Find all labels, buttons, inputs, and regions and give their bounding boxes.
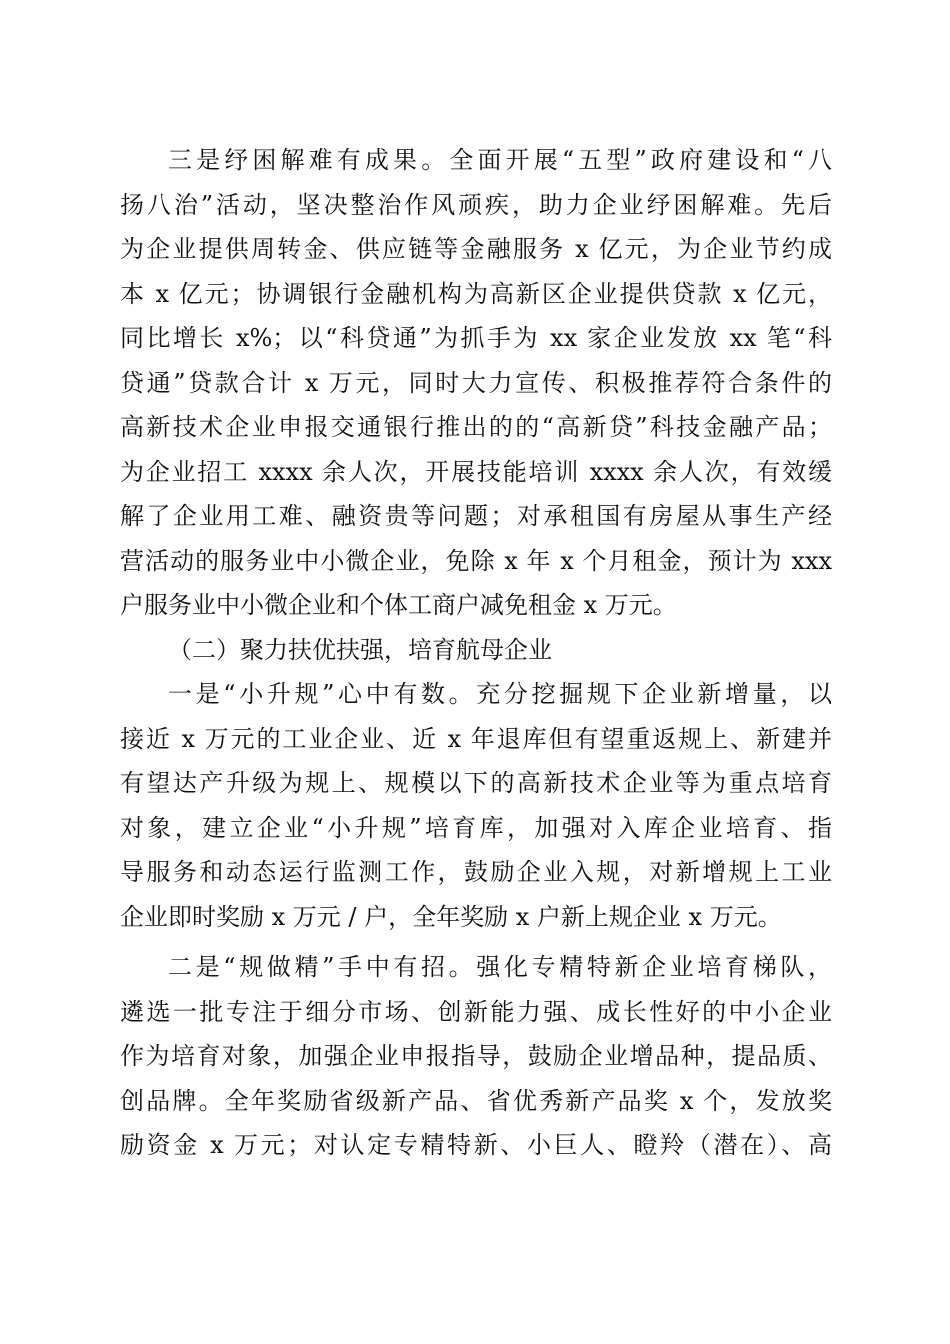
paragraph-line: 创品牌。全年奖励省级新产品、省优秀新产品奖 x 个，发放奖	[120, 1086, 832, 1115]
paragraph-line: 企业即时奖励 x 万元 / 户，全年奖励 x 户新上规企业 x 万元。	[120, 902, 782, 931]
paragraph-line: 遴选一批专注于细分市场、创新能力强、成长性好的中小企业	[120, 997, 832, 1026]
paragraph-line: 二是“规做精”手中有招。强化专精特新企业培育梯队，	[168, 953, 832, 981]
paragraph-fiscal-relief	[120, 138, 832, 628]
document-body	[120, 138, 832, 1168]
paragraph-line: 励资金 x 万元；对认定专精特新、小巨人、瞪羚（潜在）、高	[120, 1131, 832, 1159]
paragraph-line: 一是“小升规”心中有数。充分挖掘规下企业新增量，以	[168, 680, 832, 708]
paragraph-line: 三是纾困解难有成果。全面开展“五型”政府建设和“八	[168, 146, 832, 174]
paragraph-line: 作为培育对象，加强企业申报指导，鼓励企业增品种，提品质、	[120, 1042, 832, 1070]
paragraph-line: 为企业招工 xxxx 余人次，开展技能培训 xxxx 余人次，有效缓	[120, 457, 832, 486]
paragraph-line: 本 x 亿元；协调银行金融机构为高新区企业提供贷款 x 亿元，	[120, 279, 832, 308]
paragraph-line: 对象，建立企业“小升规”培育库，加强对入库企业培育、指	[120, 813, 832, 842]
paragraph-line: 营活动的服务业中小微企业，免除 x 年 x 个月租金，预计为 xxx	[120, 546, 832, 575]
paragraph-line: 户服务业中小微企业和个体工商户减免租金 x 万元。	[120, 591, 677, 619]
paragraph-line: 高新技术企业申报交通银行推出的的“高新贷”科技金融产品；	[120, 413, 832, 441]
section-heading: （二）聚力扶优扶强，培育航母企业	[168, 635, 552, 664]
paragraph-line: 接近 x 万元的工业企业、近 x 年退库但有望重返规上、新建并	[120, 724, 832, 753]
paragraph-line: 导服务和动态运行监测工作，鼓励企业入规，对新增规上工业	[120, 858, 832, 886]
paragraph-small-to-scale	[120, 672, 832, 939]
paragraph-line: 同比增长 x%；以“科贷通”为抓手为 xx 家企业发放 xx 笔“科	[120, 324, 832, 352]
paragraph-scale-to-refined	[120, 945, 832, 1168]
paragraph-line: 贷通”贷款合计 x 万元，同时大力宣传、积极推荐符合条件的	[120, 368, 832, 397]
paragraph-line: 扬八治”活动，坚决整治作风顽疾，助力企业纾困解难。先后	[120, 190, 832, 219]
paragraph-line: 有望达产升级为规上、规模以下的高新技术企业等为重点培育	[120, 769, 832, 797]
paragraph-line: 解了企业用工难、融资贵等问题；对承租国有房屋从事生产经	[120, 502, 832, 530]
paragraph-line: 为企业提供周转金、供应链等金融服务 x 亿元，为企业节约成	[120, 235, 832, 263]
